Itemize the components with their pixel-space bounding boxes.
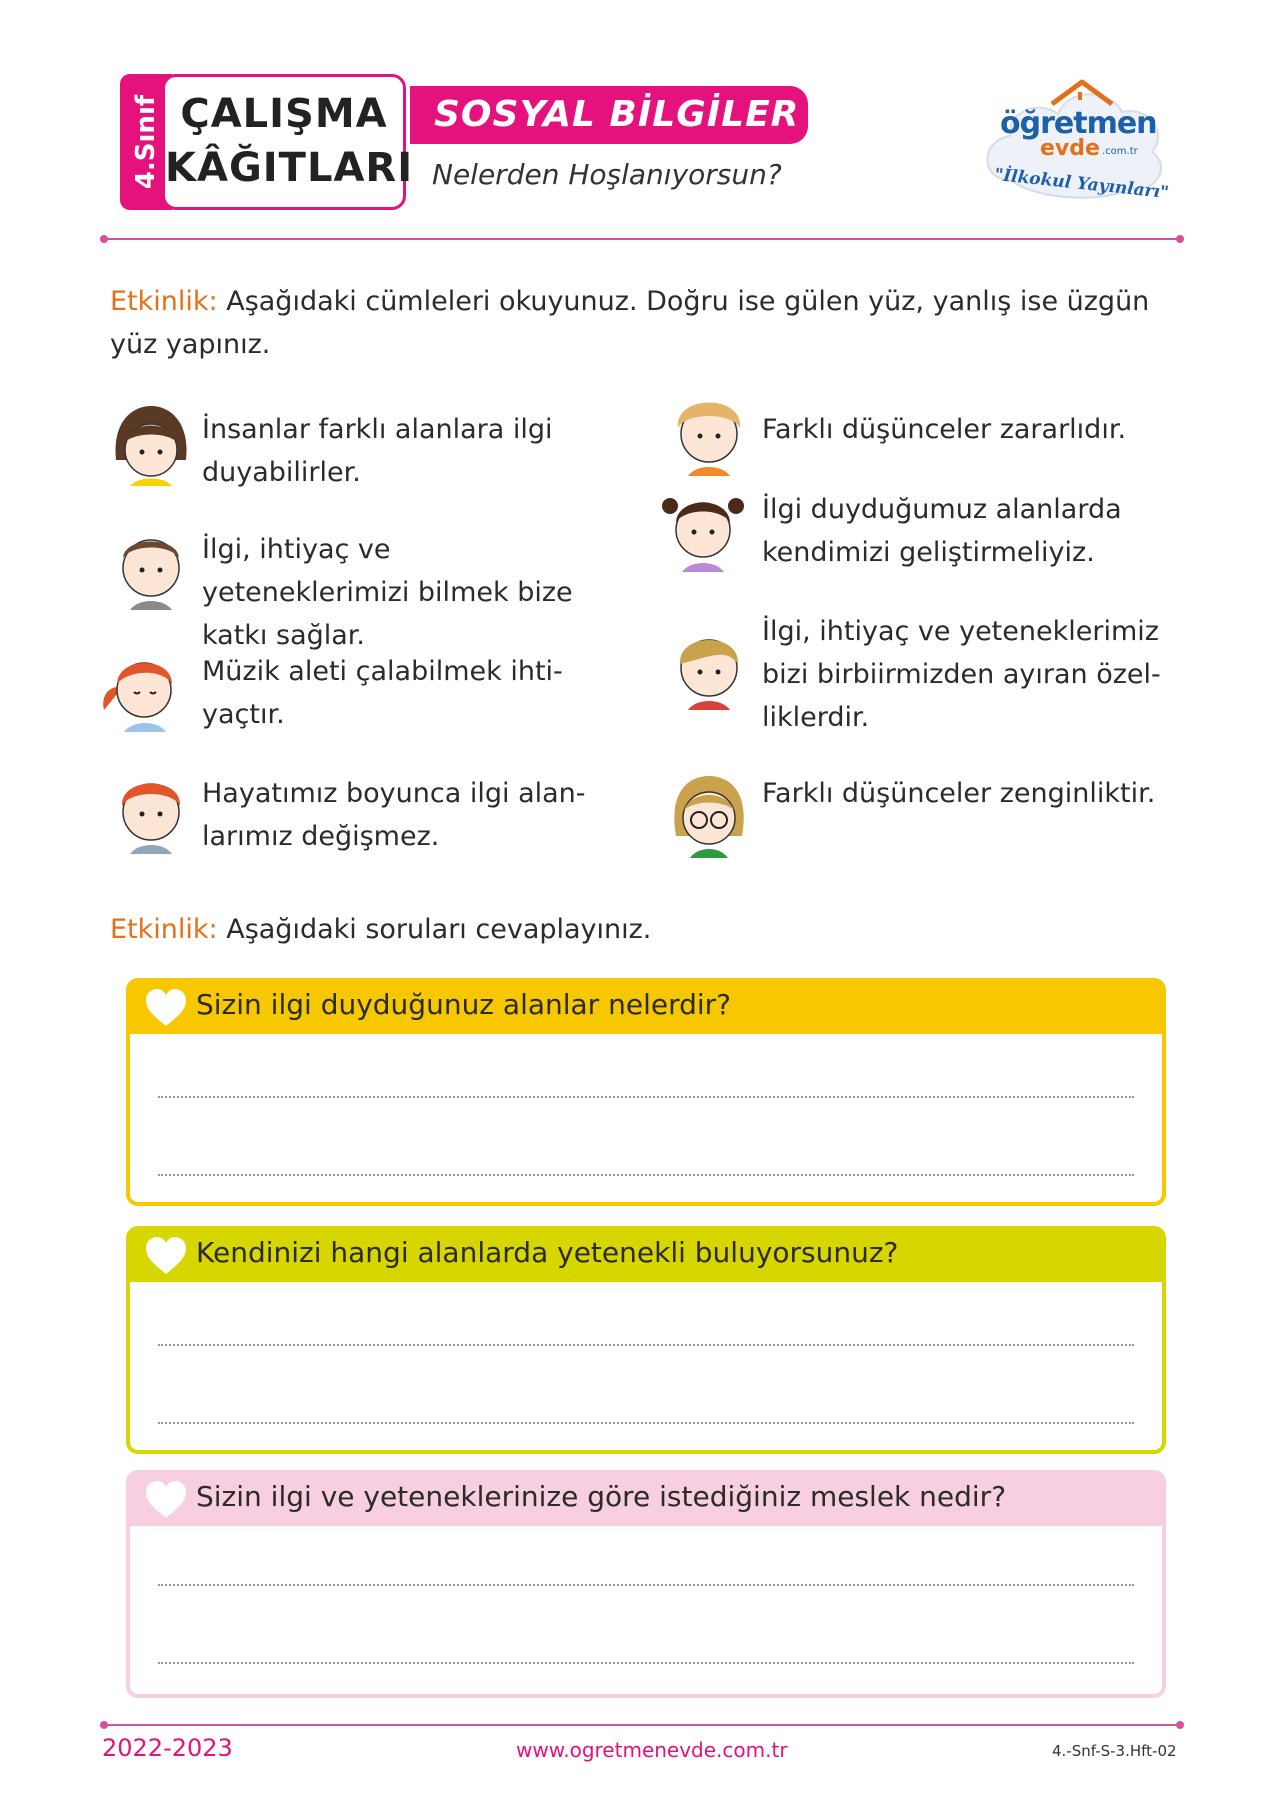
title-line-2: KÂĞITLARI	[165, 145, 414, 191]
activity2-label: Etkinlik:	[110, 914, 218, 945]
publisher-logo	[980, 70, 1170, 220]
question-header-3	[130, 1474, 1162, 1526]
answer-line[interactable]	[158, 1584, 1134, 1586]
answer-line[interactable]	[158, 1344, 1134, 1346]
question-text-2: Kendinizi hangi alanlarda yetenekli buluyorsunuz?	[196, 1236, 899, 1269]
footer-year: 2022-2023	[102, 1734, 233, 1762]
footer-divider	[104, 1724, 1180, 1726]
answer-line[interactable]	[158, 1422, 1134, 1424]
boy-redhead-face-icon	[110, 766, 192, 858]
worksheet-title-box	[162, 74, 414, 210]
subject-banner	[410, 86, 808, 144]
logo-domain-text: .com.tr	[1102, 146, 1138, 157]
activity1-label: Etkinlik:	[110, 286, 218, 317]
right-statement-4: Farklı düşünceler zenginliktir.	[762, 778, 1156, 809]
answer-line[interactable]	[158, 1174, 1134, 1176]
header-divider	[104, 238, 1180, 240]
right-statement-3: İlgi, ihtiyaç ve yeteneklerimiz bizi birbiirmizden ayıran özel-liklerdir.	[762, 616, 1161, 733]
grade-label: 4.Sınıf	[131, 94, 161, 190]
heart-icon	[144, 1480, 188, 1520]
question-text-1: Sizin ilgi duyduğunuz alanlar nelerdir?	[196, 988, 732, 1021]
question-box-3	[126, 1470, 1166, 1698]
left-statement-3: Müzik aleti çalabilmek ihti-yaçtır.	[202, 656, 563, 730]
question-box-1	[126, 978, 1166, 1206]
girl-glasses-face-icon	[668, 770, 750, 862]
footer-code: 4.-Snf-S-3.Hft-02	[1052, 1742, 1177, 1760]
activity1-text: Aşağıdaki cümleleri okuyunuz. Doğru ise gülen yüz, yanlış ise üzgün yüz yapınız.	[110, 286, 1150, 360]
activity2-instruction	[110, 908, 1170, 951]
topic-title: Nelerden Hoşlanıyorsun?	[432, 158, 782, 191]
question-text-3: Sizin ilgi ve yeteneklerinize göre istediğiniz meslek nedir?	[196, 1480, 1007, 1513]
subject-label: SOSYAL BİLGİLER	[434, 94, 800, 135]
left-statement-1: İnsanlar farklı alanlara ilgi duyabilirler.	[202, 414, 553, 488]
heart-icon	[144, 1236, 188, 1276]
question-box-2	[126, 1226, 1166, 1454]
right-statement-2: İlgi duyduğumuz alanlarda kendimizi geliştirmeliyiz.	[762, 494, 1122, 568]
girl-pigtails-face-icon	[662, 486, 744, 578]
girl-ponytail-face-icon	[100, 644, 182, 736]
activity1-instruction	[110, 280, 1170, 366]
heart-icon	[144, 988, 188, 1028]
answer-line[interactable]	[158, 1096, 1134, 1098]
answer-line[interactable]	[158, 1662, 1134, 1664]
logo-sub-text: evde	[1040, 136, 1100, 161]
boy-curly-face-icon	[110, 522, 192, 614]
left-statement-4: Hayatımız boyunca ilgi alan-larımız değişmez.	[202, 778, 586, 852]
boy-fringe-face-icon	[668, 622, 750, 714]
logo-tagline: "İlkokul Yayınları"	[993, 164, 1170, 204]
footer-website-link[interactable]: www.ogretmenevde.com.tr	[516, 1738, 788, 1762]
boy-blond-curly-face-icon	[668, 388, 750, 480]
right-statement-1: Farklı düşünceler zararlıdır.	[762, 414, 1127, 445]
activity2-text: Aşağıdaki soruları cevaplayınız.	[217, 914, 652, 945]
logo-main-text: öğretmen	[1000, 106, 1157, 141]
girl-bob-face-icon	[110, 402, 192, 494]
left-statement-2: İlgi, ihtiyaç ve yeteneklerimizi bilmek bize katkı sağlar.	[202, 534, 573, 651]
question-header-2	[130, 1230, 1162, 1282]
question-header-1	[130, 982, 1162, 1034]
title-line-1: ÇALIŞMA	[180, 91, 388, 137]
